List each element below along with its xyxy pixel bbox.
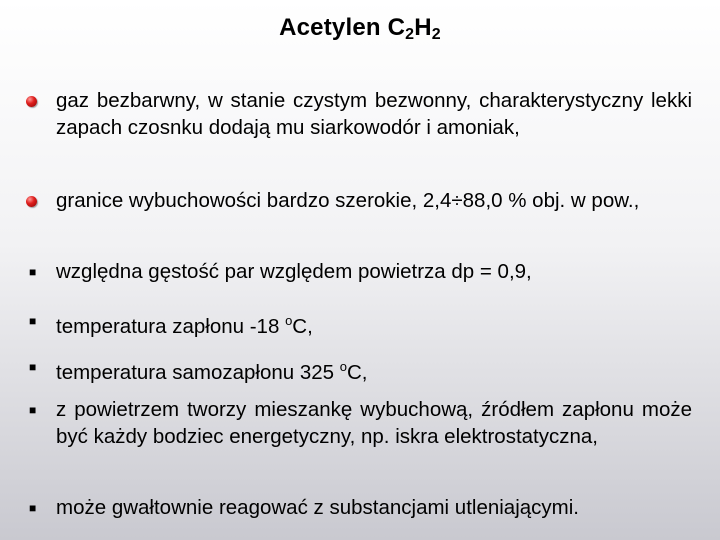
list-item xyxy=(56,353,692,386)
list-item xyxy=(56,87,692,141)
list-item xyxy=(56,307,692,340)
list-item-text: gaz bezbarwny, w stanie czystym bezwonny, charakterystyczny lekki zapach czosnku dodają mu siarkowodór i amoniak, xyxy=(56,89,692,139)
red-ball-bullet-icon xyxy=(26,96,37,107)
list-item xyxy=(56,494,692,521)
title-subscript-1: 2 xyxy=(405,26,415,43)
list-item-unit: C, xyxy=(347,360,368,384)
list-item-text: granice wybuchowości bardzo szerokie, 2,4÷88,0 % obj. w pow., xyxy=(56,189,640,212)
list-item-text: może gwałtownie reagować z substancjami utleniającymi. xyxy=(56,496,579,519)
list-item xyxy=(56,258,692,285)
list-item-text: względna gęstość par względem powietrza dp = 0,9, xyxy=(56,260,532,283)
square-bullet-icon: ■ xyxy=(29,314,37,328)
title-text: Acetylen C xyxy=(279,14,406,41)
list-item-text: z powietrzem tworzy mieszankę wybuchową, źródłem zapłonu może być każdy bodziec energetyczny, np. iskra elektrostatyczna, xyxy=(56,398,692,448)
list-item xyxy=(56,396,692,450)
title-subscript-2: 2 xyxy=(431,26,441,43)
square-bullet-icon: ■ xyxy=(29,403,37,417)
list-item-text: temperatura zapłonu -18 xyxy=(56,314,286,338)
square-bullet-icon: ■ xyxy=(29,360,37,374)
list-item-text: temperatura samozapłonu 325 xyxy=(56,360,340,384)
square-bullet-icon: ■ xyxy=(29,501,37,515)
degree-superscript: o xyxy=(339,359,347,374)
square-bullet-icon: ■ xyxy=(29,265,37,279)
list-item xyxy=(56,187,692,214)
title-text-h: H xyxy=(414,14,432,41)
list-item-unit: C, xyxy=(292,314,313,338)
degree-superscript: o xyxy=(285,313,293,328)
red-ball-bullet-icon xyxy=(26,196,37,207)
